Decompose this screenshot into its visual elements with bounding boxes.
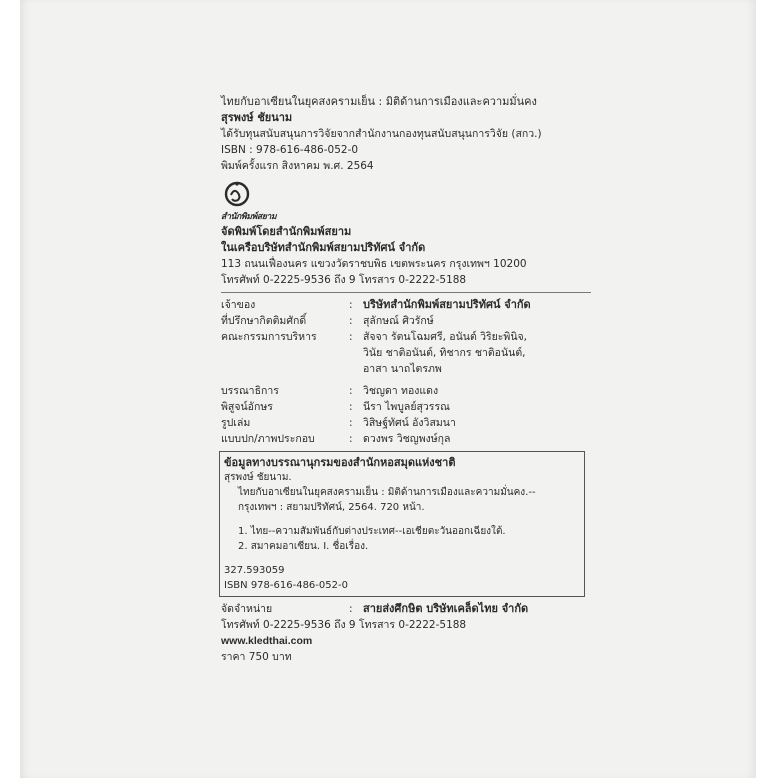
publisher-logo-text: สำนักพิมพ์สยาม <box>221 212 277 222</box>
first-print-line: พิมพ์ครั้งแรก สิงหาคม พ.ศ. 2564 <box>221 160 374 172</box>
publisher-emblem-icon <box>221 180 261 210</box>
staff-colon: : <box>349 385 353 397</box>
cip-heading: ข้อมูลทางบรรณานุกรมของสำนักหอสมุดแห่งชาติ <box>224 456 456 469</box>
staff-role: ที่ปรึกษากิตติมศักดิ์ <box>221 315 307 327</box>
page-content <box>221 94 591 665</box>
staff-name: วิชญดา ทองแดง <box>363 385 439 397</box>
staff-row <box>221 383 591 399</box>
cip-author: สุรพงษ์ ชัยนาม. <box>224 472 292 483</box>
staff-role: บรรณาธิการ <box>221 385 279 397</box>
publisher-address: 113 ถนนเฟื่องนคร แขวงวัดราชบพิธ เขตพระนคร กรุงเทพฯ 10200 <box>221 258 527 270</box>
staff-role: แบบปก/ภาพประกอบ <box>221 433 315 445</box>
cip-box <box>219 451 585 597</box>
distribution-phone: โทรศัพท์ 0-2225-9536 ถึง 9 โทรสาร 0-2222-5188 <box>221 619 467 631</box>
distribution-website: www.kledthai.com <box>221 635 313 647</box>
distribution-colon: : <box>349 603 353 615</box>
staff-row <box>221 399 591 415</box>
publisher-group: ในเครือบริษัทสำนักพิมพ์สยามปริทัศน์ จำกัด <box>221 241 426 254</box>
cip-imprint: กรุงเทพฯ : สยามปริทัศน์, 2564. 720 หน้า. <box>238 502 425 513</box>
distributor-name: สายส่งศึกษิต บริษัทเคล็ดไทย จำกัด <box>363 602 529 615</box>
staff-colon: : <box>349 331 353 343</box>
cip-subject: 1. ไทย--ความสัมพันธ์กับต่างประเทศ--เอเชียตะวันออกเฉียงใต้. <box>238 526 506 537</box>
book-author: สุรพงษ์ ชัยนาม <box>221 111 293 124</box>
isbn-line: ISBN : 978-616-486-052-0 <box>221 144 359 156</box>
staff-role: รูปเล่ม <box>221 417 251 429</box>
staff-name: นีรา ไพบูลย์สุวรรณ <box>363 401 450 413</box>
distribution-row <box>221 601 591 617</box>
published-by: จัดพิมพ์โดยสำนักพิมพ์สยาม <box>221 225 352 238</box>
staff-name: สัจจา รัตนโฉมศรี, อนันต์ วิริยะพินิจ, <box>363 331 528 343</box>
staff-row-continued <box>221 361 591 377</box>
staff-row <box>221 431 591 447</box>
staff-role: เจ้าของ <box>221 299 256 311</box>
staff-row <box>221 415 591 431</box>
copyright-page <box>20 0 756 778</box>
staff-colon: : <box>349 299 353 311</box>
book-title: ไทยกับอาเซียนในยุคสงครามเย็น : มิติด้านการเมืองและความมั่นคง <box>221 95 537 108</box>
cip-isbn: ISBN 978-616-486-052-0 <box>224 580 348 591</box>
staff-role: พิสูจน์อักษร <box>221 401 273 413</box>
cip-title: ไทยกับอาเซียนในยุคสงครามเย็น : มิติด้านการเมืองและความมั่นคง.-- <box>238 487 536 498</box>
staff-row <box>221 297 591 313</box>
distribution-block <box>221 601 591 665</box>
publisher-logo <box>221 180 591 224</box>
staff-colon: : <box>349 417 353 429</box>
staff-name: ดวงพร วิชญพงษ์กุล <box>363 433 451 445</box>
book-price: ราคา 750 บาท <box>221 651 292 663</box>
cip-subject: 2. สมาคมอาเซียน. I. ชื่อเรื่อง. <box>238 541 369 552</box>
cip-class-number: 327.593059 <box>224 565 285 576</box>
staff-colon: : <box>349 433 353 445</box>
staff-name: วินัย ชาติอนันต์, ทิชากร ชาติอนันต์, <box>363 347 526 359</box>
staff-list <box>221 292 591 447</box>
staff-name: บริษัทสำนักพิมพ์สยามปริทัศน์ จำกัด <box>363 298 531 311</box>
distribution-label: จัดจำหน่าย <box>221 603 273 615</box>
staff-role: คณะกรรมการบริหาร <box>221 331 317 343</box>
staff-row <box>221 313 591 329</box>
staff-colon: : <box>349 315 353 327</box>
staff-colon: : <box>349 401 353 413</box>
staff-row-continued <box>221 345 591 361</box>
publisher-phone: โทรศัพท์ 0-2225-9536 ถึง 9 โทรสาร 0-2222-5188 <box>221 274 467 286</box>
staff-name: อาสา นาถไตรภพ <box>363 363 442 375</box>
staff-row <box>221 329 591 345</box>
staff-name: วิสิษฐ์ทัศน์ อังวิสมนา <box>363 417 456 429</box>
funding-note: ได้รับทุนสนับสนุนการวิจัยจากสำนักงานกองทุนสนับสนุนการวิจัย (สกว.) <box>221 128 542 140</box>
staff-name: สุลักษณ์ ศิวรักษ์ <box>363 315 434 327</box>
